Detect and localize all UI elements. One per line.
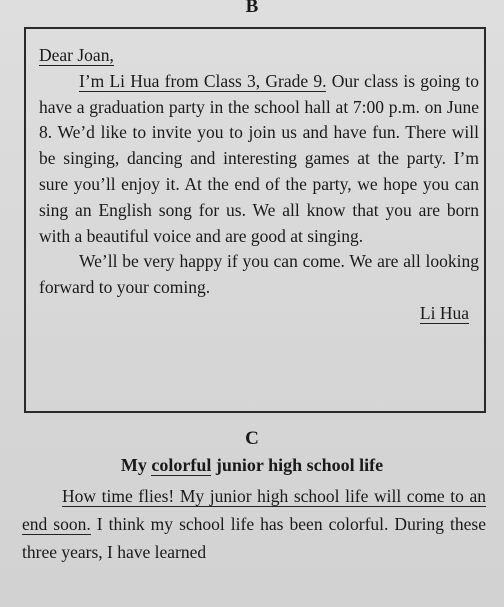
letter-paragraph-2: We’ll be very happy if you can come. We are all looking forward to your coming. <box>39 251 479 298</box>
letter-paragraph-1 <box>39 69 479 250</box>
letter-signature <box>39 301 479 327</box>
letter-box <box>24 27 486 413</box>
title-underlined: colorful <box>151 455 212 475</box>
letter-content <box>39 43 479 327</box>
salutation-text: Dear Joan, <box>39 45 114 65</box>
passage-paragraph <box>22 482 486 566</box>
signature-text: Li Hua <box>419 302 469 323</box>
title-pre: My <box>120 455 152 475</box>
section-c-heading: C <box>245 428 259 449</box>
passage-underlined-sentence: How time flies! My junior high school life will come to an end soon. <box>22 486 486 534</box>
intro-sentence: I’m Li Hua from Class 3, Grade 9. <box>79 70 327 91</box>
letter-salutation <box>39 43 479 69</box>
passage-rest: I think my school life has been colorful. During these three years, I have learned <box>22 514 487 562</box>
passage-body <box>22 482 486 566</box>
passage-title <box>0 455 504 476</box>
title-post: junior high school life <box>211 455 384 475</box>
section-b-heading: B <box>245 0 259 17</box>
paragraph-1-text: Our class is going to have a graduation party in the school hall at 7:00 p.m. on June 8. We’d like to invite you to join us and have fun. There will be singing, dancing and interesting games at the party. I’m sure you’ll enjoy it. At the end of the party, we hope you can sing an English song for us. We all know that you are born with a beautiful voice and are good at singing. <box>39 70 479 246</box>
